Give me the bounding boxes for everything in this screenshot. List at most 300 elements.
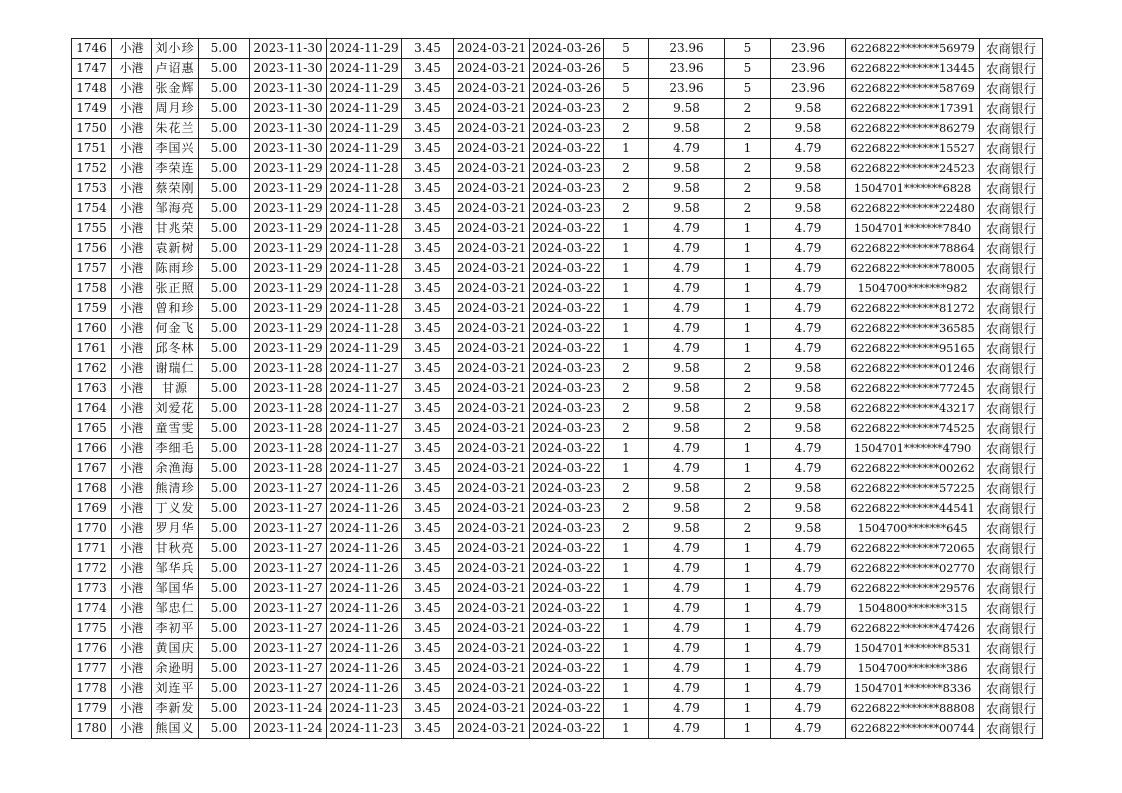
village-cell: 小港 — [112, 399, 152, 419]
bank-cell: 农商银行 — [980, 359, 1043, 379]
row-index: 1777 — [72, 659, 112, 679]
name-cell: 罗月华 — [152, 519, 199, 539]
row-index: 1756 — [72, 239, 112, 259]
amount-a-cell: 23.96 — [649, 79, 725, 99]
unit-price-cell: 3.45 — [402, 679, 454, 699]
days-b-cell: 1 — [725, 239, 771, 259]
row-index: 1772 — [72, 559, 112, 579]
pay-date-cell: 2024-03-22 — [530, 599, 604, 619]
quantity-cell: 5.00 — [199, 339, 250, 359]
amount-b-cell: 9.58 — [771, 99, 846, 119]
table-row — [72, 199, 1043, 219]
village-cell: 小港 — [112, 699, 152, 719]
quantity-cell: 5.00 — [199, 59, 250, 79]
unit-price-cell: 3.45 — [402, 399, 454, 419]
days-b-cell: 1 — [725, 619, 771, 639]
amount-a-cell: 4.79 — [649, 539, 725, 559]
quantity-cell: 5.00 — [199, 579, 250, 599]
days-a-cell: 2 — [604, 199, 649, 219]
table-row — [72, 639, 1043, 659]
amount-b-cell: 9.58 — [771, 419, 846, 439]
days-b-cell: 1 — [725, 319, 771, 339]
account-cell: 6226822*******74525 — [846, 419, 980, 439]
quantity-cell: 5.00 — [199, 279, 250, 299]
end-date-cell: 2024-11-29 — [327, 39, 402, 59]
bank-cell: 农商银行 — [980, 439, 1043, 459]
end-date-cell: 2024-11-27 — [327, 379, 402, 399]
days-b-cell: 5 — [725, 39, 771, 59]
name-cell: 李细毛 — [152, 439, 199, 459]
table-row — [72, 339, 1043, 359]
bank-cell: 农商银行 — [980, 339, 1043, 359]
start-date-cell: 2023-11-29 — [250, 259, 327, 279]
start-date-cell: 2023-11-27 — [250, 519, 327, 539]
table-row — [72, 359, 1043, 379]
days-b-cell: 1 — [725, 639, 771, 659]
row-index: 1765 — [72, 419, 112, 439]
table-row — [72, 159, 1043, 179]
amount-a-cell: 4.79 — [649, 219, 725, 239]
amount-a-cell: 4.79 — [649, 239, 725, 259]
start-date-cell: 2023-11-28 — [250, 399, 327, 419]
quantity-cell: 5.00 — [199, 299, 250, 319]
amount-a-cell: 9.58 — [649, 419, 725, 439]
unit-price-cell: 3.45 — [402, 219, 454, 239]
days-b-cell: 1 — [725, 659, 771, 679]
days-b-cell: 2 — [725, 199, 771, 219]
days-a-cell: 2 — [604, 159, 649, 179]
days-a-cell: 1 — [604, 679, 649, 699]
table-row — [72, 679, 1043, 699]
unit-price-cell: 3.45 — [402, 479, 454, 499]
row-index: 1767 — [72, 459, 112, 479]
amount-a-cell: 4.79 — [649, 259, 725, 279]
pay-date-cell: 2024-03-22 — [530, 139, 604, 159]
amount-b-cell: 4.79 — [771, 639, 846, 659]
bank-cell: 农商银行 — [980, 479, 1043, 499]
row-index: 1747 — [72, 59, 112, 79]
village-cell: 小港 — [112, 139, 152, 159]
table-row — [72, 719, 1043, 739]
days-b-cell: 2 — [725, 519, 771, 539]
bank-cell: 农商银行 — [980, 299, 1043, 319]
row-index: 1750 — [72, 119, 112, 139]
village-cell: 小港 — [112, 639, 152, 659]
name-cell: 李荣连 — [152, 159, 199, 179]
bank-cell: 农商银行 — [980, 559, 1043, 579]
table-row — [72, 319, 1043, 339]
pay-date-cell: 2024-03-23 — [530, 399, 604, 419]
table-row — [72, 259, 1043, 279]
quantity-cell: 5.00 — [199, 619, 250, 639]
days-a-cell: 2 — [604, 179, 649, 199]
account-cell: 6226822*******43217 — [846, 399, 980, 419]
account-cell: 1504701*******8531 — [846, 639, 980, 659]
days-b-cell: 5 — [725, 79, 771, 99]
apply-date-cell: 2024-03-21 — [454, 159, 530, 179]
quantity-cell: 5.00 — [199, 499, 250, 519]
apply-date-cell: 2024-03-21 — [454, 259, 530, 279]
bank-cell: 农商银行 — [980, 599, 1043, 619]
unit-price-cell: 3.45 — [402, 259, 454, 279]
account-cell: 1504700*******982 — [846, 279, 980, 299]
unit-price-cell: 3.45 — [402, 599, 454, 619]
days-b-cell: 1 — [725, 339, 771, 359]
quantity-cell: 5.00 — [199, 599, 250, 619]
days-a-cell: 2 — [604, 119, 649, 139]
account-cell: 6226822*******01246 — [846, 359, 980, 379]
days-a-cell: 1 — [604, 619, 649, 639]
apply-date-cell: 2024-03-21 — [454, 659, 530, 679]
quantity-cell: 5.00 — [199, 99, 250, 119]
row-index: 1757 — [72, 259, 112, 279]
village-cell: 小港 — [112, 239, 152, 259]
days-b-cell: 1 — [725, 559, 771, 579]
name-cell: 童雪雯 — [152, 419, 199, 439]
amount-b-cell: 4.79 — [771, 299, 846, 319]
account-cell: 1504701*******4790 — [846, 439, 980, 459]
start-date-cell: 2023-11-27 — [250, 599, 327, 619]
row-index: 1771 — [72, 539, 112, 559]
start-date-cell: 2023-11-27 — [250, 479, 327, 499]
apply-date-cell: 2024-03-21 — [454, 719, 530, 739]
quantity-cell: 5.00 — [199, 659, 250, 679]
amount-b-cell: 4.79 — [771, 679, 846, 699]
start-date-cell: 2023-11-29 — [250, 319, 327, 339]
bank-cell: 农商银行 — [980, 99, 1043, 119]
village-cell: 小港 — [112, 339, 152, 359]
days-b-cell: 1 — [725, 259, 771, 279]
days-b-cell: 2 — [725, 399, 771, 419]
pay-date-cell: 2024-03-26 — [530, 79, 604, 99]
name-cell: 袁新树 — [152, 239, 199, 259]
days-a-cell: 2 — [604, 479, 649, 499]
quantity-cell: 5.00 — [199, 459, 250, 479]
name-cell: 余渔海 — [152, 459, 199, 479]
pay-date-cell: 2024-03-23 — [530, 499, 604, 519]
apply-date-cell: 2024-03-21 — [454, 39, 530, 59]
apply-date-cell: 2024-03-21 — [454, 559, 530, 579]
bank-cell: 农商银行 — [980, 719, 1043, 739]
days-a-cell: 1 — [604, 299, 649, 319]
start-date-cell: 2023-11-29 — [250, 279, 327, 299]
end-date-cell: 2024-11-26 — [327, 659, 402, 679]
days-b-cell: 1 — [725, 719, 771, 739]
bank-cell: 农商银行 — [980, 219, 1043, 239]
account-cell: 6226822*******77245 — [846, 379, 980, 399]
village-cell: 小港 — [112, 579, 152, 599]
start-date-cell: 2023-11-27 — [250, 559, 327, 579]
apply-date-cell: 2024-03-21 — [454, 59, 530, 79]
account-cell: 6226822*******13445 — [846, 59, 980, 79]
village-cell: 小港 — [112, 359, 152, 379]
unit-price-cell: 3.45 — [402, 619, 454, 639]
amount-a-cell: 9.58 — [649, 179, 725, 199]
pay-date-cell: 2024-03-22 — [530, 239, 604, 259]
village-cell: 小港 — [112, 539, 152, 559]
amount-a-cell: 4.79 — [649, 619, 725, 639]
account-cell: 6226822*******58769 — [846, 79, 980, 99]
days-a-cell: 1 — [604, 139, 649, 159]
end-date-cell: 2024-11-29 — [327, 139, 402, 159]
quantity-cell: 5.00 — [199, 419, 250, 439]
unit-price-cell: 3.45 — [402, 659, 454, 679]
start-date-cell: 2023-11-24 — [250, 719, 327, 739]
pay-date-cell: 2024-03-22 — [530, 339, 604, 359]
quantity-cell: 5.00 — [199, 219, 250, 239]
apply-date-cell: 2024-03-21 — [454, 639, 530, 659]
end-date-cell: 2024-11-27 — [327, 439, 402, 459]
unit-price-cell: 3.45 — [402, 699, 454, 719]
amount-a-cell: 9.58 — [649, 99, 725, 119]
days-b-cell: 2 — [725, 179, 771, 199]
days-b-cell: 1 — [725, 459, 771, 479]
apply-date-cell: 2024-03-21 — [454, 699, 530, 719]
apply-date-cell: 2024-03-21 — [454, 679, 530, 699]
name-cell: 丁义发 — [152, 499, 199, 519]
amount-a-cell: 9.58 — [649, 399, 725, 419]
row-index: 1761 — [72, 339, 112, 359]
pay-date-cell: 2024-03-22 — [530, 259, 604, 279]
name-cell: 邹海亮 — [152, 199, 199, 219]
name-cell: 卢诏惠 — [152, 59, 199, 79]
end-date-cell: 2024-11-27 — [327, 419, 402, 439]
start-date-cell: 2023-11-27 — [250, 499, 327, 519]
end-date-cell: 2024-11-27 — [327, 359, 402, 379]
bank-cell: 农商银行 — [980, 239, 1043, 259]
amount-a-cell: 4.79 — [649, 319, 725, 339]
days-a-cell: 1 — [604, 279, 649, 299]
quantity-cell: 5.00 — [199, 479, 250, 499]
bank-cell: 农商银行 — [980, 699, 1043, 719]
amount-a-cell: 4.79 — [649, 459, 725, 479]
quantity-cell: 5.00 — [199, 359, 250, 379]
row-index: 1759 — [72, 299, 112, 319]
amount-a-cell: 9.58 — [649, 499, 725, 519]
bank-cell: 农商银行 — [980, 499, 1043, 519]
bank-cell: 农商银行 — [980, 139, 1043, 159]
amount-b-cell: 4.79 — [771, 659, 846, 679]
table-row — [72, 299, 1043, 319]
unit-price-cell: 3.45 — [402, 159, 454, 179]
days-b-cell: 1 — [725, 579, 771, 599]
amount-b-cell: 4.79 — [771, 259, 846, 279]
pay-date-cell: 2024-03-22 — [530, 539, 604, 559]
pay-date-cell: 2024-03-22 — [530, 699, 604, 719]
pay-date-cell: 2024-03-22 — [530, 459, 604, 479]
bank-cell: 农商银行 — [980, 199, 1043, 219]
end-date-cell: 2024-11-26 — [327, 539, 402, 559]
apply-date-cell: 2024-03-21 — [454, 139, 530, 159]
apply-date-cell: 2024-03-21 — [454, 539, 530, 559]
amount-b-cell: 4.79 — [771, 339, 846, 359]
end-date-cell: 2024-11-26 — [327, 499, 402, 519]
amount-a-cell: 4.79 — [649, 579, 725, 599]
days-b-cell: 2 — [725, 499, 771, 519]
end-date-cell: 2024-11-26 — [327, 679, 402, 699]
pay-date-cell: 2024-03-22 — [530, 679, 604, 699]
table-row — [72, 499, 1043, 519]
unit-price-cell: 3.45 — [402, 39, 454, 59]
unit-price-cell: 3.45 — [402, 719, 454, 739]
village-cell: 小港 — [112, 599, 152, 619]
village-cell: 小港 — [112, 259, 152, 279]
account-cell: 1504700*******386 — [846, 659, 980, 679]
unit-price-cell: 3.45 — [402, 559, 454, 579]
quantity-cell: 5.00 — [199, 119, 250, 139]
end-date-cell: 2024-11-29 — [327, 59, 402, 79]
table-row — [72, 539, 1043, 559]
pay-date-cell: 2024-03-22 — [530, 619, 604, 639]
name-cell: 甘兆荣 — [152, 219, 199, 239]
days-b-cell: 1 — [725, 299, 771, 319]
amount-b-cell: 23.96 — [771, 59, 846, 79]
days-b-cell: 2 — [725, 479, 771, 499]
start-date-cell: 2023-11-24 — [250, 699, 327, 719]
amount-b-cell: 4.79 — [771, 279, 846, 299]
table-row — [72, 139, 1043, 159]
pay-date-cell: 2024-03-23 — [530, 519, 604, 539]
name-cell: 黄国庆 — [152, 639, 199, 659]
bank-cell: 农商银行 — [980, 619, 1043, 639]
days-b-cell: 1 — [725, 139, 771, 159]
amount-b-cell: 4.79 — [771, 579, 846, 599]
unit-price-cell: 3.45 — [402, 379, 454, 399]
name-cell: 刘小珍 — [152, 39, 199, 59]
table-row — [72, 239, 1043, 259]
end-date-cell: 2024-11-28 — [327, 259, 402, 279]
end-date-cell: 2024-11-28 — [327, 239, 402, 259]
table-row — [72, 179, 1043, 199]
amount-a-cell: 9.58 — [649, 359, 725, 379]
pay-date-cell: 2024-03-22 — [530, 299, 604, 319]
bank-cell: 农商银行 — [980, 459, 1043, 479]
amount-b-cell: 9.58 — [771, 199, 846, 219]
days-a-cell: 1 — [604, 599, 649, 619]
account-cell: 6226822*******81272 — [846, 299, 980, 319]
amount-a-cell: 9.58 — [649, 199, 725, 219]
days-a-cell: 1 — [604, 339, 649, 359]
account-cell: 6226822*******44541 — [846, 499, 980, 519]
end-date-cell: 2024-11-26 — [327, 479, 402, 499]
village-cell: 小港 — [112, 679, 152, 699]
quantity-cell: 5.00 — [199, 239, 250, 259]
amount-b-cell: 9.58 — [771, 359, 846, 379]
end-date-cell: 2024-11-29 — [327, 119, 402, 139]
account-cell: 6226822*******57225 — [846, 479, 980, 499]
amount-a-cell: 9.58 — [649, 519, 725, 539]
start-date-cell: 2023-11-29 — [250, 199, 327, 219]
start-date-cell: 2023-11-30 — [250, 139, 327, 159]
start-date-cell: 2023-11-27 — [250, 619, 327, 639]
account-cell: 6226822*******29576 — [846, 579, 980, 599]
bank-cell: 农商银行 — [980, 279, 1043, 299]
quantity-cell: 5.00 — [199, 259, 250, 279]
table-row — [72, 459, 1043, 479]
amount-b-cell: 4.79 — [771, 219, 846, 239]
amount-a-cell: 4.79 — [649, 699, 725, 719]
village-cell: 小港 — [112, 659, 152, 679]
row-index: 1780 — [72, 719, 112, 739]
apply-date-cell: 2024-03-21 — [454, 279, 530, 299]
amount-a-cell: 9.58 — [649, 379, 725, 399]
days-b-cell: 1 — [725, 219, 771, 239]
quantity-cell: 5.00 — [199, 639, 250, 659]
apply-date-cell: 2024-03-21 — [454, 79, 530, 99]
village-cell: 小港 — [112, 499, 152, 519]
village-cell: 小港 — [112, 459, 152, 479]
days-a-cell: 1 — [604, 539, 649, 559]
bank-cell: 农商银行 — [980, 119, 1043, 139]
days-a-cell: 1 — [604, 719, 649, 739]
apply-date-cell: 2024-03-21 — [454, 219, 530, 239]
name-cell: 邹华兵 — [152, 559, 199, 579]
name-cell: 甘秋亮 — [152, 539, 199, 559]
unit-price-cell: 3.45 — [402, 99, 454, 119]
amount-a-cell: 4.79 — [649, 639, 725, 659]
name-cell: 朱花兰 — [152, 119, 199, 139]
start-date-cell: 2023-11-29 — [250, 179, 327, 199]
name-cell: 张正照 — [152, 279, 199, 299]
name-cell: 李国兴 — [152, 139, 199, 159]
end-date-cell: 2024-11-28 — [327, 159, 402, 179]
end-date-cell: 2024-11-26 — [327, 639, 402, 659]
bank-cell: 农商银行 — [980, 39, 1043, 59]
quantity-cell: 5.00 — [199, 179, 250, 199]
amount-b-cell: 9.58 — [771, 179, 846, 199]
unit-price-cell: 3.45 — [402, 539, 454, 559]
start-date-cell: 2023-11-27 — [250, 639, 327, 659]
pay-date-cell: 2024-03-23 — [530, 179, 604, 199]
days-a-cell: 1 — [604, 659, 649, 679]
amount-b-cell: 4.79 — [771, 459, 846, 479]
bank-cell: 农商银行 — [980, 679, 1043, 699]
days-b-cell: 1 — [725, 279, 771, 299]
amount-a-cell: 4.79 — [649, 299, 725, 319]
apply-date-cell: 2024-03-21 — [454, 419, 530, 439]
apply-date-cell: 2024-03-21 — [454, 339, 530, 359]
row-index: 1774 — [72, 599, 112, 619]
amount-b-cell: 9.58 — [771, 399, 846, 419]
amount-b-cell: 4.79 — [771, 559, 846, 579]
pay-date-cell: 2024-03-26 — [530, 39, 604, 59]
days-b-cell: 2 — [725, 119, 771, 139]
apply-date-cell: 2024-03-21 — [454, 499, 530, 519]
row-index: 1776 — [72, 639, 112, 659]
row-index: 1749 — [72, 99, 112, 119]
name-cell: 邹忠仁 — [152, 599, 199, 619]
row-index: 1769 — [72, 499, 112, 519]
days-a-cell: 1 — [604, 459, 649, 479]
unit-price-cell: 3.45 — [402, 519, 454, 539]
row-index: 1746 — [72, 39, 112, 59]
table-row — [72, 399, 1043, 419]
quantity-cell: 5.00 — [199, 139, 250, 159]
village-cell: 小港 — [112, 219, 152, 239]
table-row — [72, 59, 1043, 79]
unit-price-cell: 3.45 — [402, 119, 454, 139]
start-date-cell: 2023-11-29 — [250, 299, 327, 319]
amount-b-cell: 4.79 — [771, 539, 846, 559]
name-cell: 谢瑞仁 — [152, 359, 199, 379]
bank-cell: 农商银行 — [980, 539, 1043, 559]
apply-date-cell: 2024-03-21 — [454, 399, 530, 419]
days-b-cell: 2 — [725, 379, 771, 399]
pay-date-cell: 2024-03-23 — [530, 359, 604, 379]
village-cell: 小港 — [112, 419, 152, 439]
pay-date-cell: 2024-03-22 — [530, 439, 604, 459]
name-cell: 蔡荣刚 — [152, 179, 199, 199]
